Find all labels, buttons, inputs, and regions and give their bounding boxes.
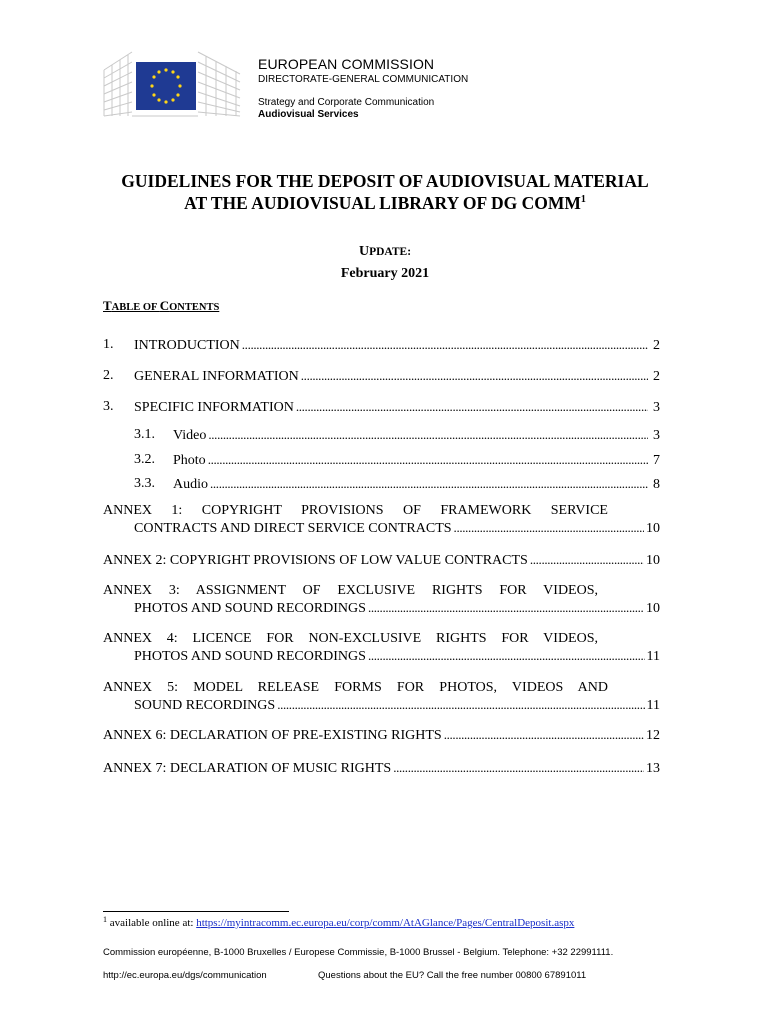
toc-annex-7[interactable]: ANNEX 7: DECLARATION OF MUSIC RIGHTS . . . 13 xyxy=(103,759,660,777)
toc-entry-introduction[interactable]: INTRODUCTION . . . 2 xyxy=(134,336,660,354)
footnote-text: available online at: xyxy=(109,917,197,929)
toc-entry-general-information[interactable]: GENERAL INFORMATION . . . 2 xyxy=(134,367,660,385)
footnote-divider xyxy=(103,911,289,912)
title-line-2: AT THE AUDIOVISUAL LIBRARY OF DG COMM$^1$ xyxy=(184,193,586,213)
toc-annex-2[interactable]: ANNEX 2: COPYRIGHT PROVISIONS OF LOW VALUE CONTRACTS . . . 10 xyxy=(103,551,660,569)
organization-name: EUROPEAN COMMISSION xyxy=(258,56,435,72)
update-date: February 2021 xyxy=(340,266,430,281)
toc-entry-audio[interactable]: Audio . . . 8 xyxy=(173,475,660,493)
eu-flag-building-logo-icon xyxy=(102,48,242,118)
footnote xyxy=(103,917,574,929)
footer-address: Commission européenne, B-1000 Bruxelles / Europese Commissie, B-1000 Brussel - Belgium. Telephone: +32 22991111. xyxy=(103,947,614,958)
unit-name: Strategy and Corporate Communication xyxy=(258,97,435,108)
toc-num: 3.3. xyxy=(134,476,155,491)
directorate-name: DIRECTORATE-GENERAL COMMUNICATION xyxy=(258,74,469,85)
toc-heading: TABLE OF CONTENTS xyxy=(103,298,220,313)
toc-annex-3-line2[interactable]: PHOTOS AND SOUND RECORDINGS . . . 10 xyxy=(134,599,660,617)
toc-annex-1-line1[interactable]: ANNEX 1: COPYRIGHT PROVISIONS OF FRAMEWORK SERVICE xyxy=(103,503,608,518)
footnote-link[interactable]: https://myintracomm.ec.europa.eu/corp/comm/AtAGlance/Pages/CentralDeposit.aspx xyxy=(196,917,575,929)
toc-entry-specific-information[interactable]: SPECIFIC INFORMATION . . . 3 xyxy=(134,398,660,416)
footer-question: Questions about the EU? Call the free number 00800 67891011 xyxy=(318,970,587,981)
title-footnote-mark: 1 xyxy=(580,194,586,205)
footer-website[interactable]: http://ec.europa.eu/dgs/communication xyxy=(103,970,267,981)
toc-annex-4-line1[interactable]: ANNEX 4: LICENCE FOR NON-EXCLUSIVE RIGHTS FOR VIDEOS, xyxy=(103,631,598,646)
toc-num: 3. xyxy=(103,399,114,414)
footnote-mark: 1 xyxy=(103,915,107,924)
toc-annex-4-line2[interactable]: PHOTOS AND SOUND RECORDINGS . . . 11 xyxy=(134,647,660,665)
header-block xyxy=(258,56,468,121)
toc-num: 1. xyxy=(103,337,114,352)
toc-num: 2. xyxy=(103,368,114,383)
toc-annex-3-line1[interactable]: ANNEX 3: ASSIGNMENT OF EXCLUSIVE RIGHTS FOR VIDEOS, xyxy=(103,583,598,598)
sub-unit-name: Audiovisual Services xyxy=(258,109,359,120)
toc-annex-1-line2[interactable]: CONTRACTS AND DIRECT SERVICE CONTRACTS . . . 10 xyxy=(134,519,660,537)
update-label: UPDATE: xyxy=(358,244,412,259)
toc-annex-5-line2[interactable]: SOUND RECORDINGS . . . 11 xyxy=(134,696,660,714)
toc-entry-video[interactable]: Video . . . 3 xyxy=(173,426,660,444)
document-title xyxy=(60,170,710,214)
toc-entry-photo[interactable]: Photo . . . 7 xyxy=(173,451,660,469)
toc-annex-6[interactable]: ANNEX 6: DECLARATION OF PRE-EXISTING RIGHTS . . . 12 xyxy=(103,726,660,744)
title-line-1: GUIDELINES FOR THE DEPOSIT OF AUDIOVISUAL MATERIAL xyxy=(121,171,649,191)
toc-num: 3.2. xyxy=(134,452,155,467)
toc-annex-5-line1[interactable]: ANNEX 5: MODEL RELEASE FORMS FOR PHOTOS, VIDEOS AND xyxy=(103,680,608,695)
toc-num: 3.1. xyxy=(134,427,155,442)
